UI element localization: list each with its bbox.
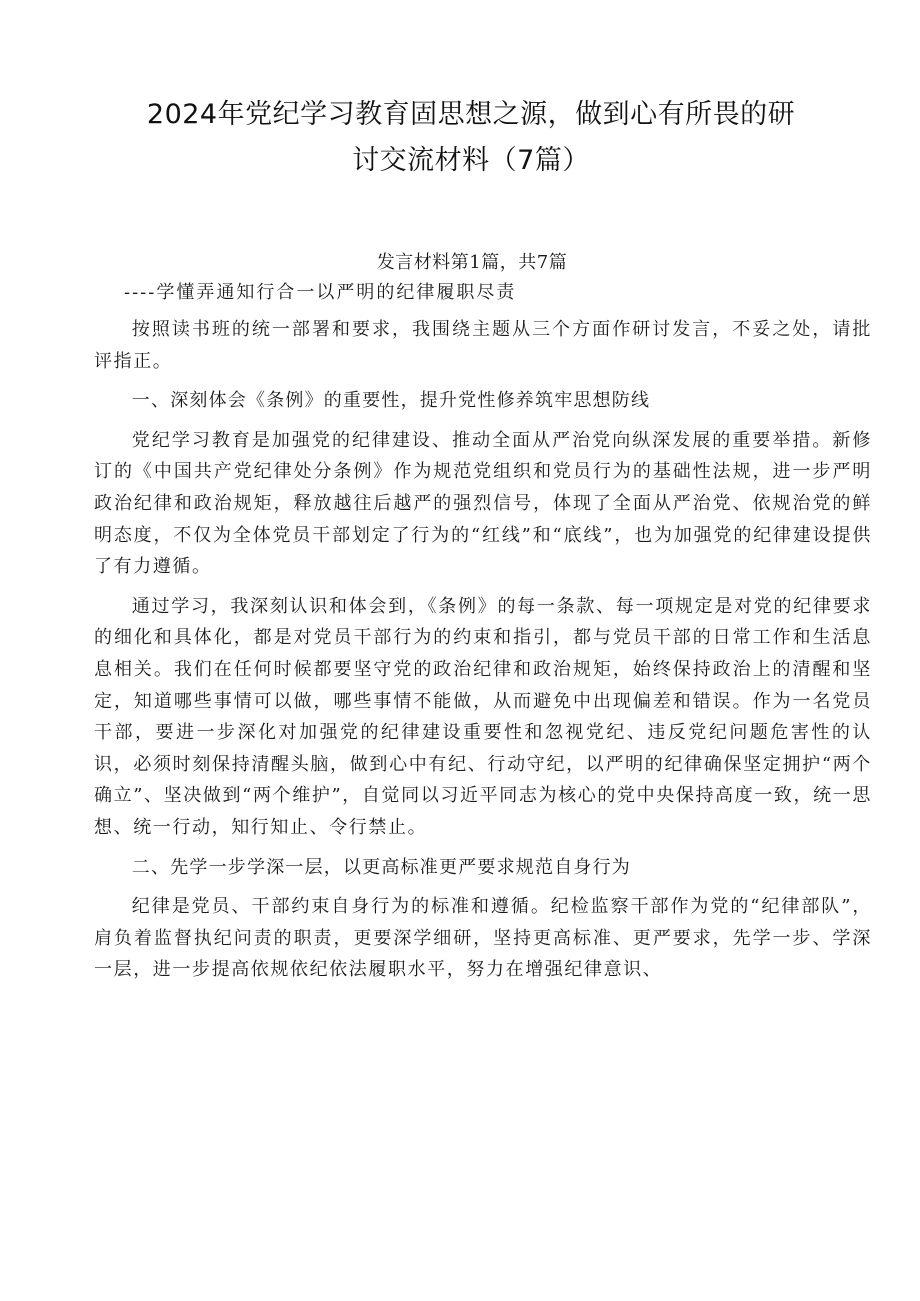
paragraph-1: 党纪学习教育是加强党的纪律建设、推动全面从严治党向纵深发展的重要举措。新修订的《中国共产党纪律处分条例》作为规范党组织和党员行为的基础性法规，进一步严明政治纪律和政治规矩，释放越往后越严的强烈信号，体现了全面从严治党、依规治党的鲜明态度，不仅为全体党员干部划定了行为的“红线”和“底线”，也为加强党的纪律建设提供了有力遵循。 — [94, 429, 872, 578]
title-line-1: 2024年党纪学习教育固思想之源，做到心有所畏的研 — [146, 99, 796, 130]
heading-part-1: 一、深刻体会《条例》的重要性，提升党性修养筑牢思想防线 — [131, 390, 651, 412]
document-title — [94, 92, 872, 184]
title-line-2: 讨交流材料（7篇） — [352, 145, 590, 176]
paragraph-intro: 按照读书班的统一部署和要求，我围绕主题从三个方面作研讨发言，不妥之处，请批评指正。 — [94, 319, 872, 372]
paragraph-3: 纪律是党员、干部约束自身行为的标准和遵循。纪检监察干部作为党的“纪律部队”，肩负着监督执纪问责的职责，更要深学细研，坚持更高标准、更严要求，先学一步、学深一层，进一步提高依规依纪依法履职水平，努力在增强纪律意识、 — [94, 896, 872, 981]
heading-part-2: 二、先学一步学深一层，以更高标准更严要求规范自身行为 — [131, 856, 631, 878]
section-meta: 发言材料第1篇，共7篇 — [376, 252, 568, 273]
paragraph-2: 通过学习，我深刻认识和体会到，《条例》的每一条款、每一项规定是对党的纪律要求的细化和具体化，都是对党员干部行为的约束和指引，都与党员干部的日常工作和生活息息相关。我们在任何时候都要坚守党的政治纪律和政治规矩，始终保持政治上的清醒和坚定，知道哪些事情可以做，哪些事情不能做，从而避免中出现偏差和错误。作为一名党员干部，要进一步深化对加强党的纪律建设重要性和忽视党纪、违反党纪问题危害性的认识，必须时刻保持清醒头脑，做到心中有纪、行动守纪，以严明的纪律确保坚定拥护“两个确立”、坚决做到“两个维护”，自觉同以习近平同志为核心的党中央保持高度一致，统一思想、统一行动，知行知止、令行禁止。 — [94, 595, 872, 838]
section-subtitle: ----学懂弄通知行合一以严明的纪律履职尽责 — [124, 282, 517, 303]
